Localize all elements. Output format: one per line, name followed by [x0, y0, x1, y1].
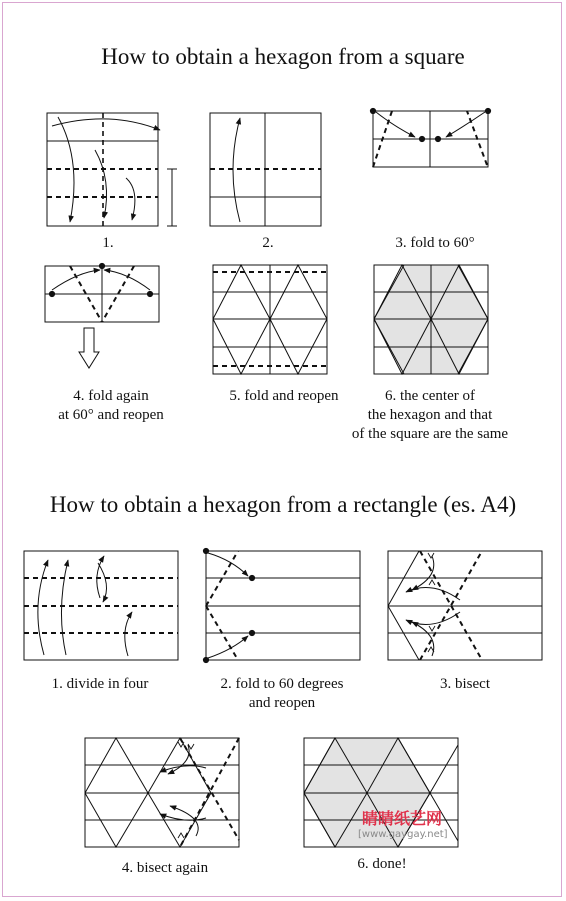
caption-square-3: 3. fold to 60° [395, 235, 475, 251]
step-square-2 [210, 113, 321, 226]
title-square: How to obtain a hexagon from a square [101, 44, 465, 69]
step-rect-4 [85, 738, 239, 847]
step-square-5 [213, 265, 327, 374]
step-rect-3 [388, 551, 542, 660]
caption-rect-4: 4. bisect again [121, 860, 209, 876]
caption-square-6: 6. the center of the hexagon and that of the square are the same [351, 388, 509, 442]
step-square-1 [47, 113, 177, 226]
title-rectangle: How to obtain a hexagon from a rectangle (es. A4) [49, 492, 517, 517]
caption-rect-3: 3. bisect [440, 676, 490, 692]
caption-square-5: 5. fold and reopen [229, 388, 339, 404]
caption-rect-2: 2. fold to 60 degrees and reopen [220, 676, 344, 711]
watermark-url: [www.gaygay.net] [358, 829, 448, 840]
caption-square-1: 1. [102, 235, 114, 251]
step-rect-2 [203, 548, 360, 662]
step-square-4 [45, 263, 159, 368]
caption-rect-6: 6. done! [357, 856, 407, 872]
watermark-brand: 睛睛纸艺网 [362, 809, 443, 828]
caption-square-2: 2. [262, 235, 274, 251]
step-square-6 [374, 265, 488, 374]
caption-square-4: 4. fold again at 60° and reopen [58, 388, 164, 423]
caption-rect-1: 1. divide in four [51, 676, 149, 692]
step-rect-1 [24, 551, 178, 660]
step-square-3 [370, 108, 490, 167]
